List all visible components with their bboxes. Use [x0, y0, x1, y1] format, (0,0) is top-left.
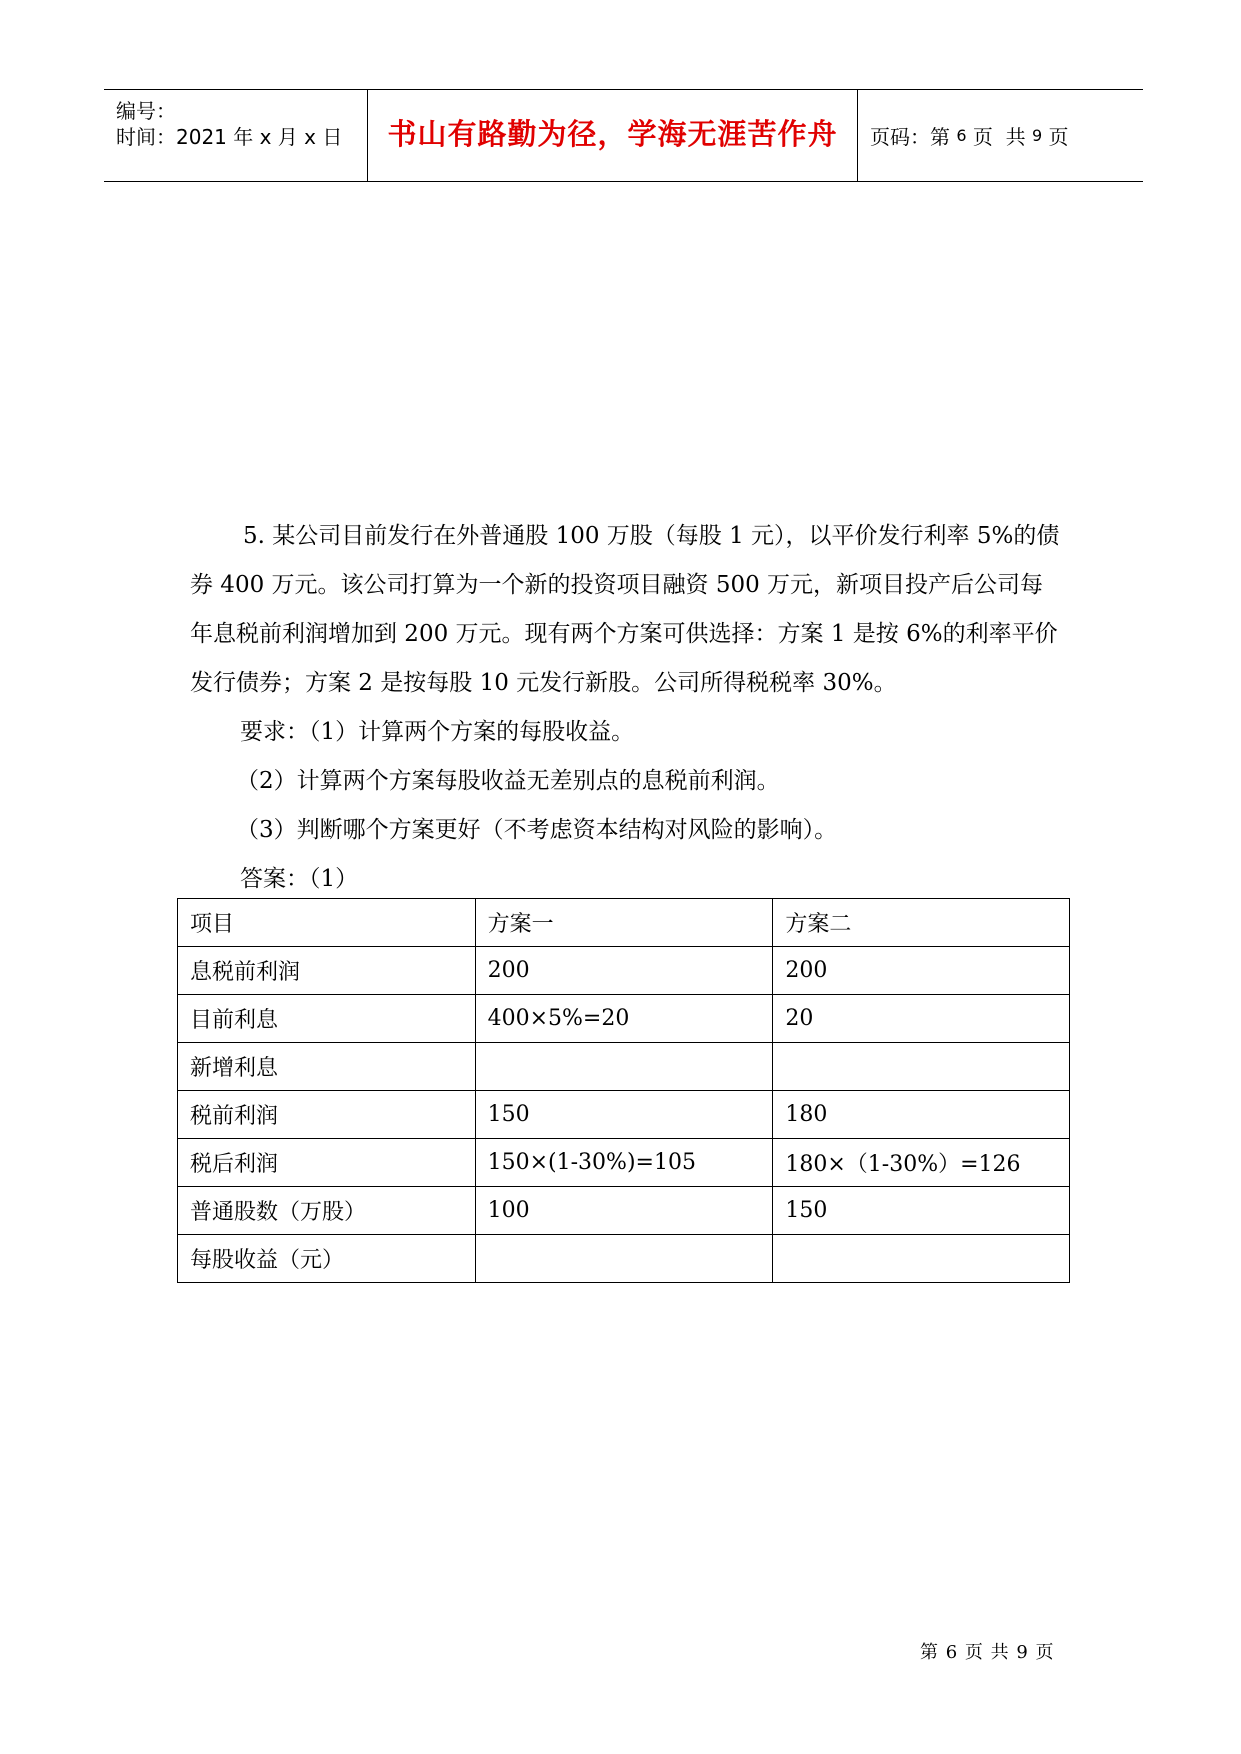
- table-cell: [475, 1043, 773, 1091]
- table-row: [178, 947, 1070, 995]
- table-cell: 400×5%=20: [475, 995, 773, 1043]
- header-page-prefix: 页码：第: [870, 125, 957, 149]
- header-page-info: [858, 90, 1143, 181]
- table-cell: 100: [475, 1187, 773, 1235]
- header-page-total: 9: [1031, 126, 1043, 145]
- table-cell: [773, 1235, 1070, 1283]
- table-row: [178, 1091, 1070, 1139]
- requirement-2: （2）计算两个方案每股收益无差别点的息税前利润。: [236, 768, 780, 794]
- header-page-current: 6: [956, 126, 967, 145]
- table-cell: 150: [773, 1187, 1070, 1235]
- table-cell: 200: [773, 947, 1070, 995]
- table-row: [178, 1139, 1070, 1187]
- header-meta: [104, 90, 368, 181]
- table-cell: 新增利息: [178, 1043, 476, 1091]
- table-cell: 180×（1-30%）=126: [773, 1139, 1070, 1187]
- table-cell: 项目: [178, 899, 476, 947]
- header-page-suffix: 页: [1042, 125, 1069, 149]
- table-cell: 方案一: [475, 899, 773, 947]
- table-cell: 普通股数（万股）: [178, 1187, 476, 1235]
- table-row: [178, 1187, 1070, 1235]
- page-footer: 第 6 页 共 9 页: [920, 1642, 1055, 1663]
- header-page-middle: 页 共: [966, 125, 1032, 149]
- requirement-3: （3）判断哪个方案更好（不考虑资本结构对风险的影响）。: [236, 817, 838, 843]
- table-cell: 150×(1-30%)=105: [475, 1139, 773, 1187]
- table-cell: 息税前利润: [178, 947, 476, 995]
- answer-table: [177, 898, 1070, 1283]
- table-cell: 180: [773, 1091, 1070, 1139]
- table-row: [178, 1043, 1070, 1091]
- table-row: [178, 1235, 1070, 1283]
- document-number-label: 编号：: [116, 99, 176, 123]
- header-motto: 书山有路勤为径，学海无涯苦作舟: [387, 117, 838, 151]
- question-body: [190, 512, 1060, 904]
- table-row: [178, 995, 1070, 1043]
- table-cell: 方案二: [773, 899, 1070, 947]
- answer-label: 答案：（1）: [240, 866, 359, 892]
- table-cell: 150: [475, 1091, 773, 1139]
- table-cell: 每股收益（元）: [178, 1235, 476, 1283]
- table-cell: 税前利润: [178, 1091, 476, 1139]
- table-cell: 20: [773, 995, 1070, 1043]
- question-paragraph: 5. 某公司目前发行在外普通股 100 万股（每股 1 元），以平价发行利率 5%的债券 400 万元。该公司打算为一个新的投资项目融资 500 万元，新项目投产后公司每年息税前利润增加到 200 万元。现有两个方案可供选择：方案 1 是按 6%的利率平价发行债券；方案 2 是按每股 10 元发行新股。公司所得税税率 30%。: [190, 523, 1060, 696]
- table-row: [178, 899, 1070, 947]
- table-cell: [773, 1043, 1070, 1091]
- requirement-1: 要求：（1）计算两个方案的每股收益。: [240, 719, 635, 745]
- table-cell: 200: [475, 947, 773, 995]
- header-motto-cell: [368, 90, 858, 181]
- table-cell: [475, 1235, 773, 1283]
- document-header: [104, 89, 1143, 182]
- table-cell: 目前利息: [178, 995, 476, 1043]
- document-time-label: 时间：2021 年 x 月 x 日: [116, 125, 343, 149]
- table-cell: 税后利润: [178, 1139, 476, 1187]
